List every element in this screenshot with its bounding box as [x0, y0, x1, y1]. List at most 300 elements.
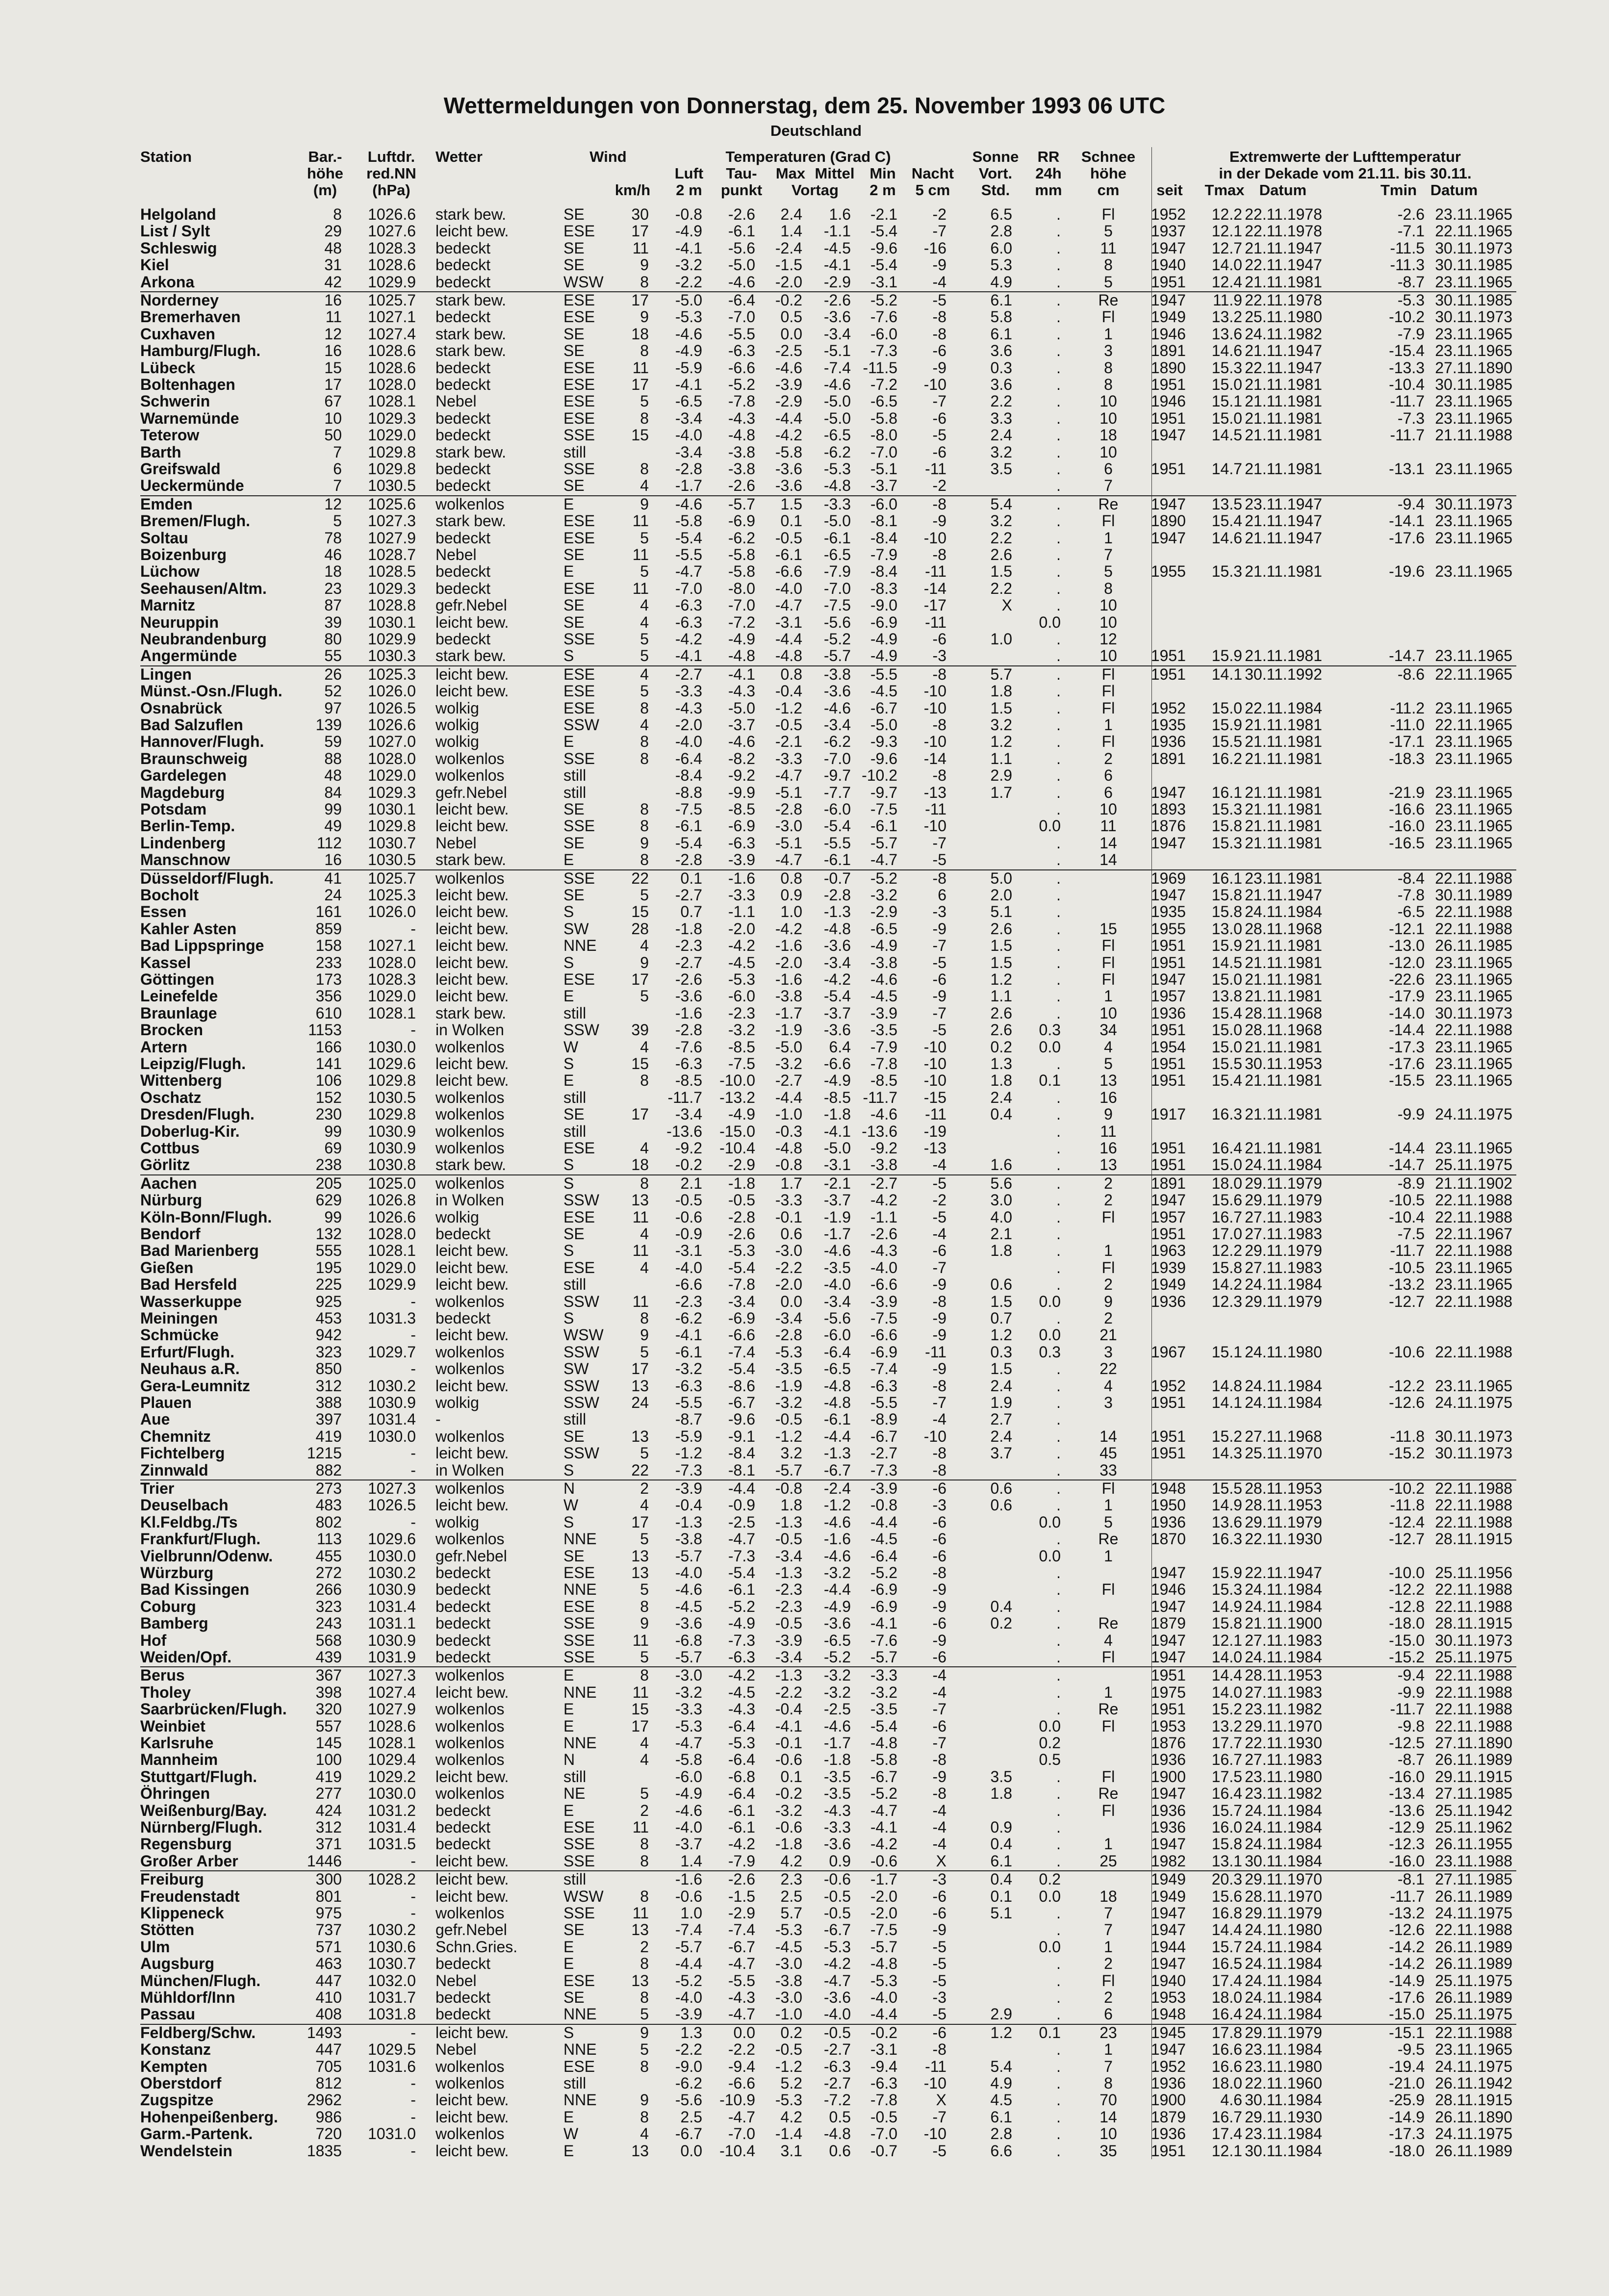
cell-since: 1890 [1150, 512, 1186, 530]
cell-station: Bad Marienberg [140, 1242, 259, 1260]
cell-tmax: 15.9 [1211, 716, 1242, 734]
cell-wind-dir: W [563, 1496, 579, 1514]
table-row [0, 1021, 1609, 1038]
cell-tmin: -15.0 [1389, 1631, 1425, 1649]
cell-wind-speed: 4 [640, 665, 649, 683]
cell-dewpoint: -9.2 [728, 766, 755, 785]
cell-tmax-date: 29.11.1979 [1245, 1292, 1322, 1310]
cell-pressure: 1031.4 [368, 1410, 416, 1429]
header-wind: Wind [589, 148, 627, 165]
cell-station: Kassel [140, 953, 191, 971]
cell-wind-dir: SW [563, 1360, 589, 1378]
cell-temp-mittel: -6.2 [823, 733, 851, 751]
cell-tmax-date: 29.11.1979 [1245, 1242, 1322, 1260]
cell-tmin-date: 25.11.1975 [1435, 2005, 1512, 2023]
cell-temp-luft: -3.9 [675, 2005, 702, 2023]
cell-bar: 1835 [306, 2142, 342, 2160]
cell-station: Oberstdorf [140, 2074, 222, 2092]
cell-temp-mittel: -7.0 [823, 579, 851, 597]
cell-bar: 7 [333, 443, 342, 461]
cell-wind-dir: E [563, 495, 574, 513]
cell-tmax: 16.4 [1211, 1785, 1242, 1803]
table-row [0, 1175, 1609, 1192]
cell-dewpoint: -4.3 [728, 409, 755, 427]
cell-dewpoint: -1.6 [728, 869, 755, 887]
cell-sunshine: 1.2 [990, 733, 1012, 751]
table-row [0, 1225, 1609, 1242]
cell-sunshine: 0.6 [990, 1276, 1012, 1294]
cell-temp-max: -3.0 [775, 817, 802, 835]
cell-bar: 42 [324, 273, 342, 291]
cell-temp-nacht: -14 [923, 579, 946, 597]
cell-bar: 238 [315, 1156, 342, 1174]
cell-weather: bedeckt [435, 477, 491, 495]
cell-snow: 1 [1104, 1547, 1113, 1565]
cell-pressure: 1030.3 [368, 647, 416, 665]
cell-since: 1953 [1150, 1717, 1186, 1735]
cell-temp-min: -6.9 [870, 1581, 897, 1599]
cell-temp-nacht: -6 [932, 1614, 946, 1633]
cell-tmax: 15.9 [1211, 937, 1242, 955]
table-row [0, 1871, 1609, 1888]
cell-temp-mittel: -2.9 [823, 273, 851, 291]
cell-temp-max: -0.5 [775, 529, 802, 547]
cell-temp-max: -1.9 [775, 1021, 802, 1039]
cell-temp-luft: -2.7 [675, 665, 702, 683]
cell-tmax: 16.3 [1211, 1105, 1242, 1123]
cell-temp-max: -1.9 [775, 1377, 802, 1395]
cell-temp-nacht: -9 [932, 919, 946, 938]
cell-tmin-date: 24.11.1975 [1435, 2125, 1512, 2143]
cell-weather: wolkenlos [435, 1360, 505, 1378]
cell-temp-luft: 0.0 [680, 2142, 702, 2160]
cell-tmax: 12.2 [1211, 205, 1242, 223]
cell-pressure: 1031.1 [368, 1614, 416, 1633]
cell-temp-nacht: -19 [923, 1122, 946, 1140]
cell-temp-min: -7.0 [870, 443, 897, 461]
cell-tmin-date: 26.11.1989 [1435, 1938, 1512, 1956]
cell-snow: 14 [1099, 834, 1117, 852]
cell-tmin-date: 23.11.1965 [1435, 733, 1512, 751]
cell-snow: 6 [1104, 2005, 1113, 2023]
cell-temp-mittel: -3.6 [823, 1614, 851, 1633]
table-row [0, 1310, 1609, 1327]
cell-snow: 13 [1099, 1071, 1117, 1090]
cell-weather: bedeckt [435, 358, 491, 377]
cell-wind-speed: 8 [640, 699, 649, 717]
cell-temp-mittel: -6.2 [823, 443, 851, 461]
cell-temp-max: -1.0 [775, 1105, 802, 1123]
cell-tmax-date: 21.11.1947 [1245, 239, 1322, 257]
cell-bar: 158 [315, 937, 342, 955]
cell-tmin: -10.0 [1389, 1564, 1425, 1582]
cell-precip: . [1056, 733, 1061, 751]
header-luftdr-2: red.NN [366, 165, 416, 182]
cell-temp-luft: -4.0 [675, 733, 702, 751]
cell-temp-mittel: -4.5 [823, 239, 851, 257]
cell-temp-luft: -4.0 [675, 1258, 702, 1276]
cell-weather: wolkenlos [435, 1717, 505, 1735]
table-row [0, 530, 1609, 546]
cell-since: 1947 [1150, 970, 1186, 988]
table-row [0, 1360, 1609, 1377]
cell-tmin-date: 22.11.1965 [1435, 222, 1512, 240]
cell-temp-min: -5.8 [870, 409, 897, 427]
cell-since: 1950 [1150, 1496, 1186, 1514]
cell-pressure: 1029.0 [368, 426, 416, 444]
cell-temp-luft: -8.8 [675, 783, 702, 801]
cell-temp-mittel: -5.4 [823, 987, 851, 1005]
cell-precip: . [1056, 325, 1061, 343]
cell-weather: bedeckt [435, 1801, 491, 1819]
cell-weather: bedeckt [435, 1955, 491, 1973]
table-row [0, 1276, 1609, 1293]
cell-pressure: 1029.4 [368, 1751, 416, 1769]
cell-tmax-date: 21.11.1947 [1245, 342, 1322, 360]
cell-temp-mittel: -1.3 [823, 1444, 851, 1462]
cell-temp-nacht: -6 [932, 1530, 946, 1548]
cell-tmax: 16.7 [1211, 1751, 1242, 1769]
cell-temp-min: -3.8 [870, 953, 897, 971]
cell-wind-speed: 8 [640, 817, 649, 835]
cell-wind-dir: SE [563, 1989, 585, 2006]
cell-sunshine: 1.7 [990, 783, 1012, 801]
cell-station: Leipzig/Flugh. [140, 1055, 246, 1072]
cell-temp-min: -3.2 [870, 1683, 897, 1701]
cell-temp-mittel: -3.7 [823, 1004, 851, 1022]
cell-wind-dir: NNE [563, 2091, 597, 2109]
cell-temp-mittel: -3.4 [823, 1292, 851, 1310]
cell-precip: 0.2 [1039, 1734, 1061, 1752]
cell-wind-speed: 5 [640, 2005, 649, 2023]
cell-weather: wolkenlos [435, 1904, 505, 1922]
cell-snow: Re [1098, 291, 1119, 309]
cell-since: 1948 [1150, 2005, 1186, 2023]
cell-weather: - [435, 1410, 441, 1429]
cell-pressure: 1029.5 [368, 2041, 416, 2059]
cell-temp-nacht: -13 [923, 1139, 946, 1157]
cell-tmax: 12.1 [1211, 222, 1242, 240]
cell-temp-max: -2.8 [775, 1326, 802, 1344]
table-row [0, 920, 1609, 937]
cell-tmin: -14.7 [1389, 1156, 1425, 1174]
cell-temp-mittel: -7.4 [823, 358, 851, 377]
cell-precip: . [1056, 1105, 1061, 1123]
cell-snow: 16 [1099, 1139, 1117, 1157]
cell-snow: 6 [1104, 460, 1113, 478]
table-row [0, 1293, 1609, 1310]
cell-weather: wolkenlos [435, 1427, 505, 1445]
cell-tmin-date: 23.11.1965 [1435, 834, 1512, 852]
cell-bar: 48 [324, 766, 342, 785]
cell-tmax-date: 22.11.1978 [1245, 205, 1322, 223]
cell-precip: . [1056, 256, 1061, 274]
cell-dewpoint: -15.0 [719, 1122, 755, 1140]
table-row [0, 614, 1609, 631]
cell-sunshine: 2.8 [990, 2125, 1012, 2143]
cell-temp-nacht: -3 [932, 647, 946, 665]
cell-station: Klippeneck [140, 1904, 224, 1922]
cell-bar: 80 [324, 630, 342, 648]
cell-pressure: 1030.1 [368, 613, 416, 631]
cell-dewpoint: -3.8 [728, 460, 755, 478]
cell-since: 1951 [1150, 953, 1186, 971]
cell-weather: leicht bew. [435, 2108, 509, 2126]
cell-tmax-date: 22.11.1947 [1245, 256, 1322, 274]
cell-station: Warnemünde [140, 409, 239, 427]
cell-tmax-date: 29.11.1979 [1245, 2023, 1322, 2041]
cell-sunshine: 5.6 [990, 1174, 1012, 1192]
cell-temp-max: -0.5 [775, 1614, 802, 1633]
cell-since: 1893 [1150, 800, 1186, 818]
header-wetter: Wetter [435, 148, 483, 165]
cell-temp-min: -7.6 [870, 1631, 897, 1649]
cell-temp-min: -9.7 [870, 783, 897, 801]
cell-sunshine: 1.6 [990, 1156, 1012, 1174]
cell-temp-max: -2.3 [775, 1581, 802, 1599]
cell-sunshine: 3.6 [990, 376, 1012, 393]
cell-snow: 8 [1104, 376, 1113, 393]
cell-temp-mittel: -4.6 [823, 1242, 851, 1260]
cell-weather: leicht bew. [435, 970, 509, 988]
cell-wind-speed: 9 [640, 1326, 649, 1344]
cell-tmax: 17.5 [1211, 1767, 1242, 1786]
cell-bar: 52 [324, 682, 342, 700]
cell-temp-min: -5.5 [870, 1394, 897, 1411]
cell-weather: leicht bew. [435, 903, 509, 921]
cell-dewpoint: -5.6 [728, 239, 755, 257]
cell-temp-luft: -2.6 [675, 970, 702, 988]
cell-dewpoint: -2.2 [728, 2041, 755, 2059]
cell-weather: in Wolken [435, 1021, 504, 1039]
cell-temp-nacht: -6 [932, 2023, 946, 2041]
cell-temp-luft: -2.8 [675, 460, 702, 478]
cell-precip: . [1056, 1767, 1061, 1786]
cell-temp-luft: -5.2 [675, 1971, 702, 1990]
header-sonne-2: Vort. [978, 165, 1013, 182]
cell-bar: 447 [315, 1971, 342, 1990]
cell-temp-mittel: -4.6 [823, 1547, 851, 1565]
cell-temp-mittel: -7.7 [823, 783, 851, 801]
cell-bar: 720 [315, 2125, 342, 2143]
cell-tmax: 15.1 [1211, 1343, 1242, 1361]
cell-weather: leicht bew. [435, 1852, 509, 1870]
table-row [0, 512, 1609, 529]
cell-tmin: -13.1 [1389, 460, 1425, 478]
cell-temp-max: -2.2 [775, 1683, 802, 1701]
cell-since: 1951 [1150, 937, 1186, 955]
cell-tmin: -15.0 [1389, 2005, 1425, 2023]
cell-wind-dir: ESE [563, 529, 595, 547]
cell-precip: 0.0 [1039, 1292, 1061, 1310]
cell-dewpoint: -4.5 [728, 953, 755, 971]
cell-tmax-date: 21.11.1947 [1245, 529, 1322, 547]
cell-pressure: 1025.7 [368, 291, 416, 309]
cell-tmin-date: 23.11.1965 [1435, 783, 1512, 801]
cell-since: 1936 [1150, 1513, 1186, 1531]
cell-tmax-date: 21.11.1981 [1245, 392, 1322, 410]
cell-temp-max: 0.0 [780, 325, 802, 343]
cell-tmin-date: 23.11.1988 [1435, 1852, 1512, 1870]
cell-temp-luft: -4.1 [675, 647, 702, 665]
cell-wind-speed: 4 [640, 937, 649, 955]
cell-sunshine: 1.5 [990, 1360, 1012, 1378]
cell-station: Bremen/Flugh. [140, 512, 251, 530]
cell-tmin: -17.3 [1389, 2125, 1425, 2143]
cell-temp-mittel: -7.9 [823, 562, 851, 581]
cell-bar: 84 [324, 783, 342, 801]
cell-temp-nacht: -5 [932, 1174, 946, 1192]
cell-sunshine: 5.1 [990, 903, 1012, 921]
table-row [0, 1394, 1609, 1411]
cell-pressure: 1027.1 [368, 308, 416, 326]
cell-temp-nacht: -10 [923, 2074, 946, 2092]
cell-temp-min: -7.0 [870, 2125, 897, 2143]
cell-sunshine: 3.6 [990, 342, 1012, 360]
cell-temp-luft: -3.4 [675, 1105, 702, 1123]
header-schnee-3: cm [1097, 181, 1120, 199]
cell-since: 1940 [1150, 256, 1186, 274]
cell-tmin: -7.1 [1397, 222, 1425, 240]
cell-since: 1936 [1150, 1751, 1186, 1769]
cell-temp-luft: -4.0 [675, 426, 702, 444]
cell-tmax-date: 23.11.1947 [1245, 495, 1322, 513]
cell-temp-nacht: -11 [925, 1343, 946, 1361]
cell-pressure: 1030.0 [368, 1547, 416, 1565]
cell-since: 1947 [1150, 1564, 1186, 1582]
cell-sunshine: 6.1 [990, 325, 1012, 343]
cell-tmax-date: 24.11.1980 [1245, 1921, 1322, 1939]
cell-wind-speed: 17 [631, 376, 649, 393]
cell-dewpoint: -8.1 [728, 1461, 755, 1479]
cell-temp-min: -3.7 [870, 477, 897, 495]
cell-snow: 4 [1104, 1631, 1113, 1649]
cell-wind-speed: 4 [640, 1496, 649, 1514]
cell-tmax-date: 21.11.1981 [1245, 834, 1322, 852]
cell-tmax: 15.4 [1211, 512, 1242, 530]
cell-weather: bedeckt [435, 308, 491, 326]
cell-station: Tholey [140, 1683, 191, 1701]
cell-snow: 14 [1099, 1427, 1117, 1445]
table-row [0, 1972, 1609, 1989]
cell-temp-mittel: -5.6 [823, 613, 851, 631]
cell-since: 1946 [1150, 392, 1186, 410]
cell-weather: leicht bew. [435, 1071, 509, 1090]
cell-tmin: -19.6 [1389, 562, 1425, 581]
cell-temp-nacht: -6 [932, 1547, 946, 1565]
cell-dewpoint: -4.7 [728, 2005, 755, 2023]
cell-temp-min: -9.6 [870, 749, 897, 767]
cell-precip: . [1056, 766, 1061, 785]
cell-station: Seehausen/Altm. [140, 579, 267, 597]
cell-temp-nacht: -9 [932, 1631, 946, 1649]
cell-tmin-date: 26.11.1989 [1435, 2142, 1512, 2160]
cell-precip: . [1056, 1122, 1061, 1140]
cell-dewpoint: -5.3 [728, 1734, 755, 1752]
cell-station: Essen [140, 903, 187, 921]
header-nacht: Nacht [911, 165, 954, 182]
cell-temp-luft: -6.1 [675, 817, 702, 835]
cell-tmin-date: 22.11.1988 [1435, 919, 1512, 938]
cell-temp-luft: -5.3 [675, 308, 702, 326]
cell-precip: . [1056, 1989, 1061, 2006]
cell-pressure: 1028.0 [368, 376, 416, 393]
cell-tmax: 18.0 [1211, 1174, 1242, 1192]
cell-snow: 15 [1099, 919, 1117, 938]
cell-station: Braunlage [140, 1004, 217, 1022]
header-datum-min: Datum [1430, 181, 1478, 199]
cell-precip: . [1056, 1921, 1061, 1939]
cell-temp-max: -5.1 [775, 834, 802, 852]
table-row [0, 2092, 1609, 2108]
cell-temp-luft: -4.6 [675, 1801, 702, 1819]
cell-bar: 850 [315, 1360, 342, 1378]
cell-precip: . [1056, 291, 1061, 309]
cell-temp-mittel: -2.6 [823, 291, 851, 309]
cell-tmin: -15.5 [1389, 1071, 1425, 1090]
cell-temp-min: -11.7 [863, 1088, 897, 1106]
cell-wind-speed: 17 [631, 970, 649, 988]
cell-pressure: 1028.0 [368, 1225, 416, 1243]
cell-bar: 112 [316, 834, 342, 852]
cell-temp-min: -6.7 [870, 1427, 897, 1445]
cell-tmax: 14.8 [1211, 1377, 1242, 1395]
cell-tmin-date: 30.11.1973 [1435, 495, 1512, 513]
cell-tmax: 17.8 [1211, 2023, 1242, 2041]
cell-bar: 18 [324, 562, 342, 581]
cell-tmax-date: 28.11.1953 [1245, 1496, 1322, 1514]
cell-station: Schmücke [140, 1326, 219, 1344]
cell-temp-nacht: -3 [932, 1989, 946, 2006]
cell-bar: 205 [315, 1174, 342, 1192]
cell-temp-luft: -5.9 [675, 358, 702, 377]
cell-tmin-date: 24.11.1975 [1435, 1904, 1512, 1922]
cell-tmin: -7.9 [1397, 325, 1425, 343]
cell-tmax-date: 27.11.1983 [1245, 1631, 1322, 1649]
cell-weather: in Wolken [435, 1191, 504, 1209]
cell-temp-mittel: -4.3 [823, 1801, 851, 1819]
cell-tmax-date: 24.11.1984 [1245, 1971, 1322, 1990]
cell-tmin-date: 24.11.1975 [1435, 2057, 1512, 2075]
table-row [0, 444, 1609, 460]
cell-temp-mittel: -4.7 [823, 1971, 851, 1990]
cell-station: Teterow [140, 426, 200, 444]
table-row [0, 1039, 1609, 1055]
cell-tmin: -7.8 [1397, 886, 1425, 904]
cell-temp-mittel: -6.3 [823, 2057, 851, 2075]
cell-temp-nacht: -11 [925, 562, 946, 581]
cell-bar: 356 [315, 987, 342, 1005]
cell-temp-nacht: -5 [932, 2005, 946, 2023]
table-row [0, 1209, 1609, 1225]
cell-temp-mittel: -4.8 [823, 1377, 851, 1395]
cell-dewpoint: -0.5 [728, 1191, 755, 1209]
cell-weather: wolkenlos [435, 1751, 505, 1769]
cell-temp-min: -2.7 [870, 1174, 897, 1192]
cell-pressure: 1029.8 [368, 443, 416, 461]
cell-station: Berus [140, 1666, 185, 1684]
cell-weather: leicht bew. [435, 919, 509, 938]
header-bar-3: (m) [313, 181, 337, 199]
cell-temp-max: -4.5 [775, 1938, 802, 1956]
cell-since: 1947 [1150, 834, 1186, 852]
cell-station: Neuruppin [140, 613, 219, 631]
cell-bar: 323 [315, 1597, 342, 1615]
cell-sunshine: 1.8 [990, 682, 1012, 700]
cell-station: Cottbus [140, 1139, 200, 1157]
cell-sunshine: 1.2 [990, 970, 1012, 988]
cell-temp-min: -7.6 [870, 308, 897, 326]
